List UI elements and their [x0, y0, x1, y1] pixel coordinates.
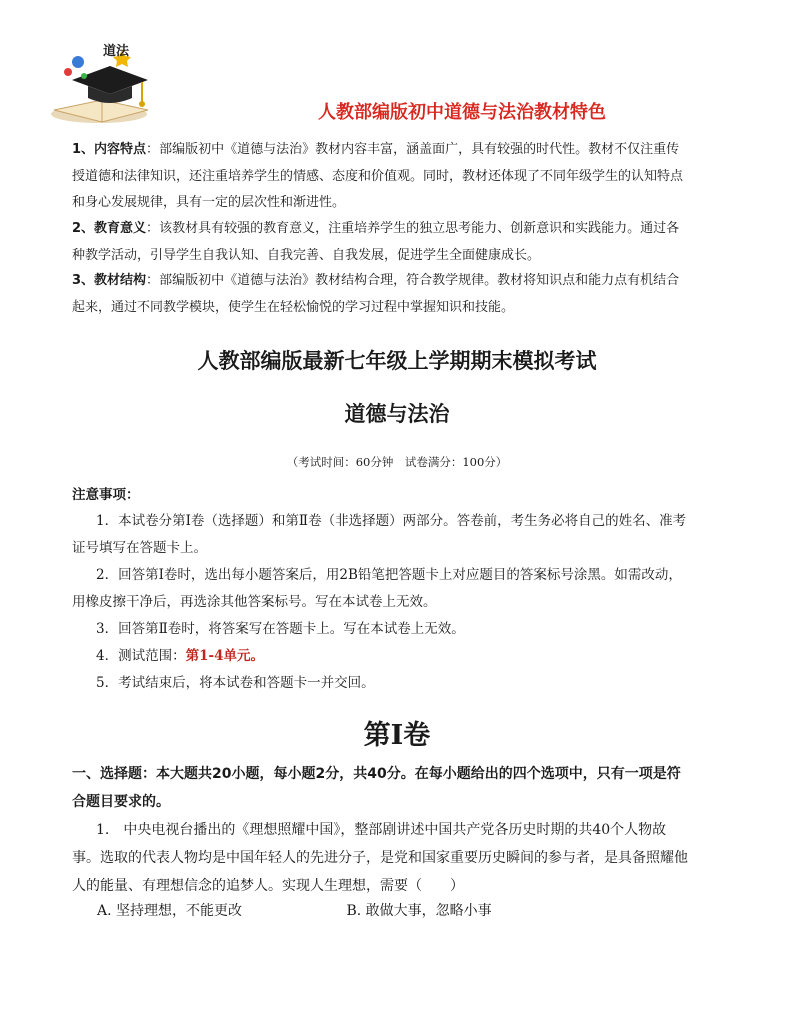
- intro-text: 部编版初中《道德与法治》教材结构合理，符合教学规律。教材将知识点和能力点有机结合起来，通过不同教学模块，使学生在轻松愉悦的学习过程中掌握知识和技能。: [72, 273, 680, 315]
- note-item: 1．本试卷分第Ⅰ卷（选择题）和第Ⅱ卷（非选择题）两部分。答卷前，考生务必将自己的姓名、准考证号填写在答题卡上。: [72, 513, 687, 556]
- section-title: 第Ⅰ卷: [363, 720, 431, 751]
- notes-heading: 注意事项：: [72, 487, 140, 503]
- exam-title: 人教部编版最新七年级上学期期末模拟考试: [197, 349, 597, 373]
- question-stem: 1. 中央电视台播出的《理想照耀中国》，整部剧讲述中国共产党各历史时期的共40个人物故事。选取的代表人物均是中国年轻人的先进分子，是党和国家重要历史瞬间的参与者，是具备照耀他人的能量、有理想信念的追梦人。实现人生理想，需要（ ）: [72, 822, 688, 894]
- intro-text: 该教材具有较强的教育意义，注重培养学生的独立思考能力、创新意识和实践能力。通过各种教学活动，引导学生自我认知、自我完善、自我发展，促进学生全面健康成长。: [72, 221, 680, 263]
- note-item: 3．回答第Ⅱ卷时，将答案写在答题卡上。写在本试卷上无效。: [96, 621, 465, 637]
- subject-title: 道德与法治: [344, 402, 450, 426]
- option-b: B. 敢做大事，忽略小事: [346, 903, 492, 919]
- notes-list: [72, 508, 688, 697]
- intro-item-education: [72, 216, 684, 269]
- intro-sep: ：: [146, 273, 160, 288]
- note-item: 5．考试结束后，将本试卷和答题卡一并交回。: [96, 675, 375, 691]
- question-section-intro: 一、选择题：本大题共20小题，每小题2分，共40分。在每小题给出的四个选项中，只有一项是符合题目要求的。: [72, 766, 681, 810]
- option-a: A. 坚持理想，不能更改: [97, 903, 243, 919]
- question-1: [72, 816, 688, 900]
- banner-title: 人教部编版初中道德与法治教材特色: [318, 102, 606, 123]
- intro-item-structure: [72, 268, 684, 321]
- intro-item-content: [72, 137, 684, 217]
- intro-label: 1、内容特点: [72, 142, 147, 157]
- intro-text: 部编版初中《道德与法治》教材内容丰富，涵盖面广，具有较强的时代性。教材不仅注重传授道德和法律知识，还注重培养学生的情感、态度和价值观。同时，教材还体现了不同年级学生的认知特点和身心发展规律，具有一定的层次性和渐进性。: [72, 142, 684, 210]
- exam-meta: （考试时间：60分钟 试卷满分：100分）: [286, 455, 508, 469]
- intro-label: 2、教育意义: [72, 221, 147, 236]
- intro-sep: ：: [146, 142, 160, 157]
- question-1-options: [97, 900, 492, 920]
- note-scope-value: 第1-4单元。: [185, 648, 264, 664]
- note-scope-prefix: 4．测试范围：: [96, 648, 186, 664]
- intro-label: 3、教材结构: [72, 273, 147, 288]
- logo-label: 道法: [103, 44, 130, 59]
- note-item: 2．回答第Ⅰ卷时，选出每小题答案后，用2B铅笔把答题卡上对应题目的答案标号涂黑。如需改动，用橡皮擦干净后，再选涂其他答案标号。写在本试卷上无效。: [72, 567, 682, 610]
- note-item: [72, 643, 688, 670]
- intro-sep: ：: [146, 221, 160, 236]
